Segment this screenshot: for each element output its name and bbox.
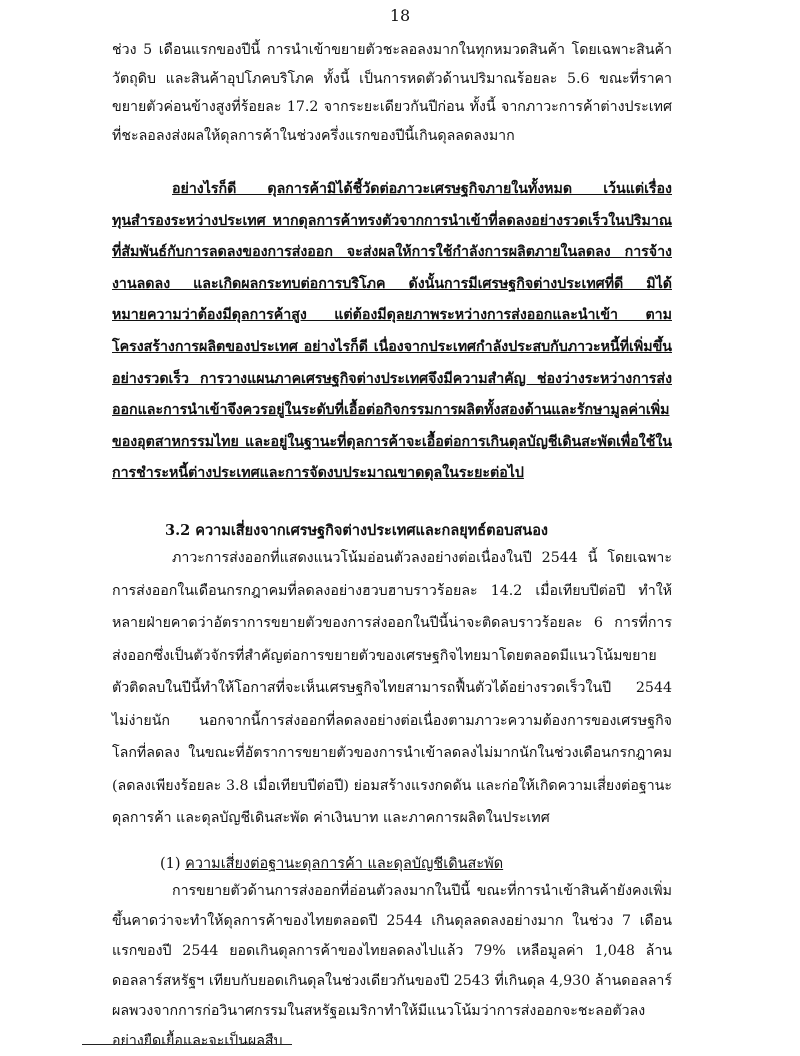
paragraph-trade-summary: ช่วง 5 เดือนแรกของปีนี้ การนำเข้าขยายตัวชะลอลงมากในทุกหมวดสินค้า โดยเฉพาะสินค้าวัตถุดิบ และสินค้าอุปโภคบริโภค ทั้งนี้ เป็นการหดตัวด้านปริมาณร้อยละ 5.6 ขณะที่ราคาขยายตัวค่อนข้างสูงที่ร้อยละ 17.2 จากระยะเดียวกันปีก่อน ทั้งนี้ จากภาวะการค้าต่างประเทศที่ชะลอลงส่งผลให้ดุลการค้าในช่วงครึ่งแรกของปีนี้เกินดุลลดลงมาก bbox=[112, 42, 672, 144]
paragraph-trade-balance-risk-text: การขยายตัวด้านการส่งออกที่อ่อนตัวลงมากในปีนี้ ขณะที่การนำเข้าสินค้ายังคงเพิ่มขึ้นคาดว่าจะทำให้ดุลการค้าของไทยตลอดปี 2544 เกินดุลลดลงอย่างมาก ในช่วง 7 เดือนแรกของปี 2544 ยอดเกินดุลการค้าของไทยลดลงไปแล้ว 79% เหลือมูลค่า 1,048 ล้านดอลลาร์สหรัฐฯ เทียบกับยอดเกินดุลในช่วงเดียวกันของปี 2543 ที่เกินดุล 4,930 ล้านดอลลาร์ ผลพวงจากการก่อวินาศกรรมในสหรัฐอเมริกาทำให้มีแนวโน้มว่าการส่งออกจะชะลอตัวลงอย่างยืดเยื้อและจะเป็นผลสืบ bbox=[112, 883, 672, 1049]
page-number: 18 bbox=[389, 6, 411, 25]
subsection-heading-1 bbox=[160, 852, 503, 875]
subsection-title: ความเสี่ยงต่อฐานะดุลการค้า และดุลบัญชีเดินสะพัด bbox=[185, 856, 504, 872]
subsection-number: (1) bbox=[160, 856, 181, 872]
paragraph-trade-balance-text: อย่างไรก็ดี ดุลการค้ามิได้ชี้วัดต่อภาวะเศรษฐกิจภายในทั้งหมด เว้นแต่เรื่องทุนสำรองระหว่างประเทศ หากดุลการค้าทรงตัวจากการนำเข้าที่ลดลงอย่างรวดเร็วในปริมาณที่สัมพันธ์กับการลดลงของการส่งออก จะส่งผลให้การใช้กำลังการผลิตภายในลดลง การจ้างงานลดลง และเกิดผลกระทบต่อการบริโภค ดังนั้นการมีเศรษฐกิจต่างประเทศที่ดี มิได้หมายความว่าต้องมีดุลการค้าสูง แต่ต้องมีดุลยภาพระหว่างการส่งออกและนำเข้า ตามโครงสร้างการผลิตของประเทศ อย่างไรก็ดี เนื่องจากประเทศกำลังประสบกับภาวะหนี้ที่เพิ่มขึ้นอย่างรวดเร็ว การวางแผนภาคเศรษฐกิจต่างประเทศจึงมีความสำคัญ ช่องว่างระหว่างการส่งออกและการนำเข้าจึงควรอยู่ในระดับที่เอื้อต่อกิจกรรมการผลิตทั้งสองด้านและรักษามูลค่าเพิ่มของอุตสาหกรรมไทย และอยู่ในฐานะที่ดุลการค้าจะเอื้อต่อการเกินดุลบัญชีเดินสะพัดเพื่อใช้ในการชำระหนี้ต่างประเทศและการจัดงบประมาณขาดดุลในระยะต่อไป bbox=[112, 181, 672, 482]
footnote-divider bbox=[82, 1044, 292, 1045]
section-heading-3-2: 3.2 ความเสี่ยงจากเศรษฐกิจต่างประเทศและกลยุทธ์ตอบสนอง bbox=[165, 522, 549, 539]
paragraph-export-risk bbox=[112, 542, 672, 835]
paragraph-trade-balance-emphasis bbox=[112, 174, 672, 490]
paragraph-trade-balance-risk bbox=[112, 876, 672, 1056]
paragraph-export-risk-text: ภาวะการส่งออกที่แสดงแนวโน้มอ่อนตัวลงอย่างต่อเนื่องในปี 2544 นี้ โดยเฉพาะการส่งออกในเดือนกรกฎาคมที่ลดลงอย่างฮวบฮาบราวร้อยละ 14.2 เมื่อเทียบปีต่อปี ทำให้หลายฝ่ายคาดว่าอัตราการขยายตัวของการส่งออกในปีนี้น่าจะติดลบราวร้อยละ 6 การที่การส่งออกซึ่งเป็นตัวจักรที่สำคัญต่อการขยายตัวของเศรษฐกิจไทยมาโดยตลอดมีแนวโน้มขยายตัวติดลบในปีนี้ทำให้โอกาสที่จะเห็นเศรษฐกิจไทยสามารถฟื้นตัวได้อย่างรวดเร็วในปี 2544 ไม่ง่ายนัก นอกจากนี้การส่งออกที่ลดลงอย่างต่อเนื่องตามภาวะความต้องการของเศรษฐกิจโลกที่ลดลง ในขณะที่อัตราการขยายตัวของการนำเข้าลดลงไม่มากนักในช่วงเดือนกรกฎาคม (ลดลงเพียงร้อยละ 3.8 เมื่อเทียบปีต่อปี) ย่อมสร้างแรงกดดัน และก่อให้เกิดความเสี่ยงต่อฐานะดุลการค้า และดุลบัญชีเดินสะพัด ค่าเงินบาท และภาคการผลิตในประเทศ bbox=[112, 550, 672, 826]
